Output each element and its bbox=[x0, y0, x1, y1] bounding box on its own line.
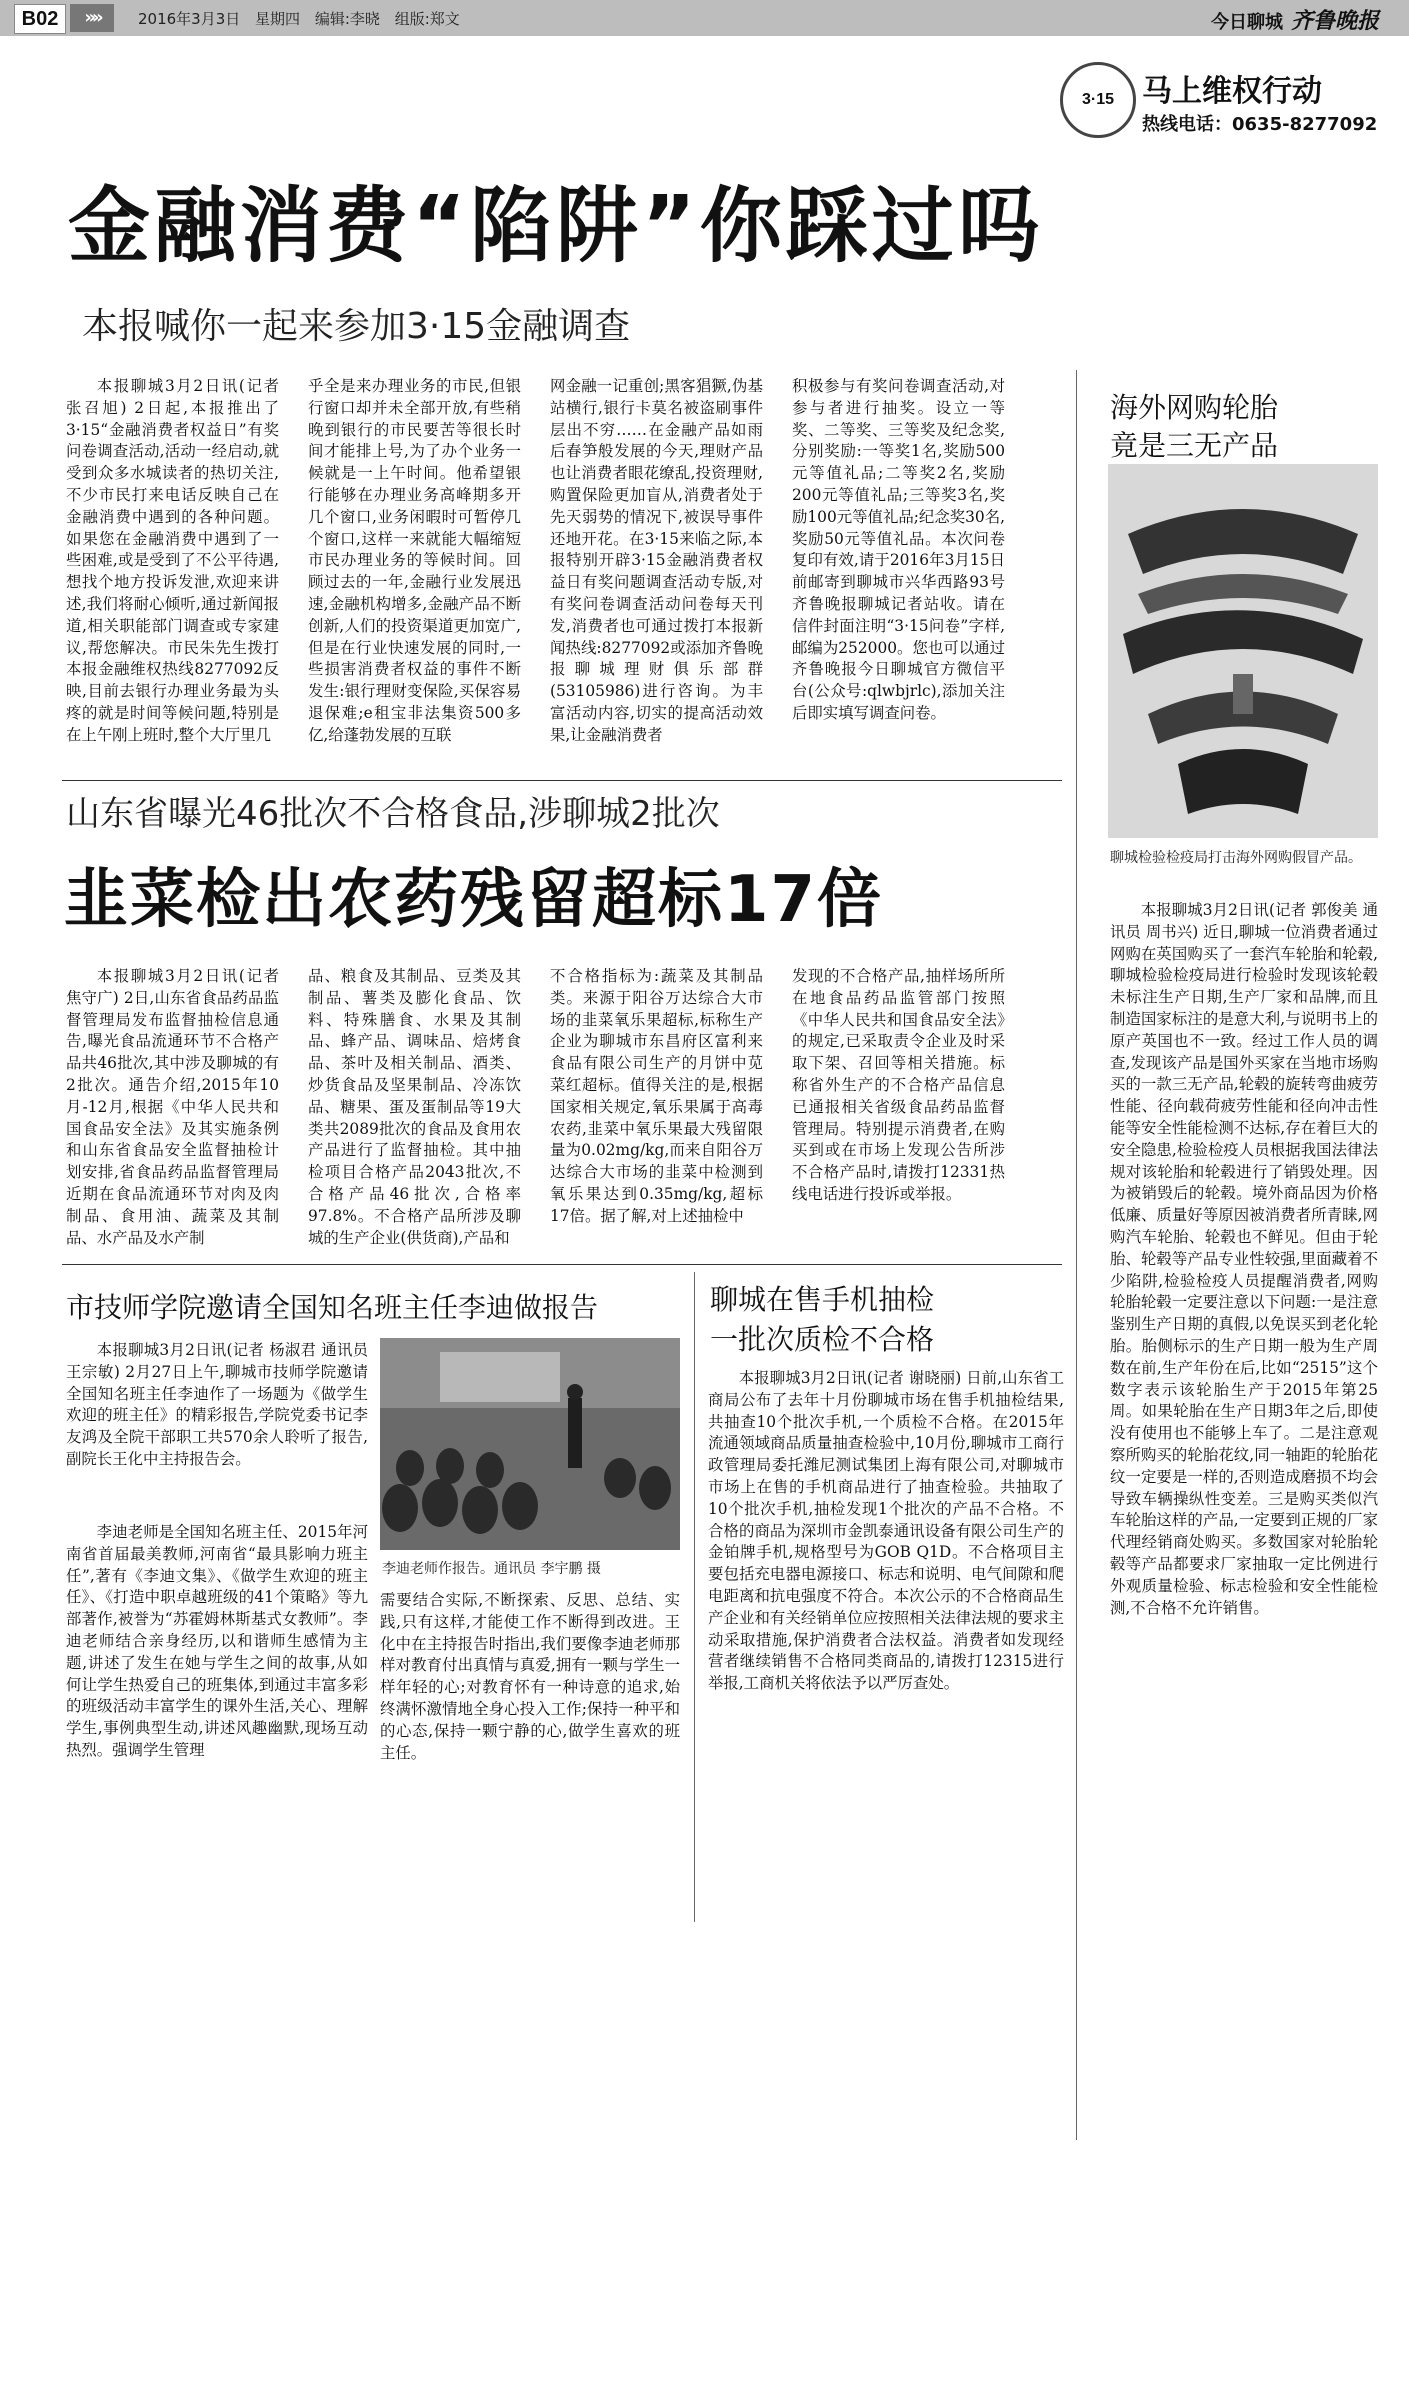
teacher-col-1: 李迪老师是全国知名班主任、2015年河南省首届最美教师,河南省“最具影响力班主任”,著有《李迪文集》、《做学生欢迎的班主任》、《打造中职卓越班级的41个策略》等九部著作,被誉为“苏霍姆林斯基式女教师”。李迪老师结合亲身经历,以和谐师生感情为主题,讲述了发生在她与学生之间的故事,从如何让学生热爱自己的班集体,到通过丰富多彩的班级活动丰富学生的课外生活,关心、理解学生,事例典型生动,讲述风趣幽默,现场互动热烈。强调学生管理 bbox=[66, 1523, 368, 1759]
food-col-2: 品、粮食及其制品、豆类及其制品、薯类及膨化食品、饮料、特殊膳食、水果及其制品、蜂产品、调味品、焙烤食品、茶叶及相关制品、酒类、炒货食品及坚果制品、冷冻饮品、糖果、蛋及蛋制品等19大类共2089批次的食品及食用农产品进行了监督抽检。其中抽检项目合格产品2043批次,不合格产品46批次,合格率97.8%。不合格产品所涉及聊城的生产企业(供货商),产品和 bbox=[308, 967, 521, 1247]
food-col-4: 发现的不合格产品,抽样场所所在地食品药品监管部门按照《中华人民共和国食品安全法》的规定,已采取责令企业及时采取下架、召回等相关措施。标称省外生产的不合格产品信息已通报相关省级食品药品监督管理局。特别提示消费者,在购买到或在市场上发现公告所涉不合格产品时,请拨打12331热线电话进行投诉或举报。 bbox=[792, 967, 1005, 1203]
brand-logo: 齐鲁晚报 bbox=[1290, 8, 1379, 34]
lead-col-3: 网金融一记重创;黑客猖獗,伪基站横行,银行卡莫名被盗刷事件层出不穷……在金融产品如雨后春笋般发展的今天,理财产品也让消费者眼花缭乱,投资理财,购置保险更加盲从,消费者处于先天弱势的情况下,被误导事件还地开花。在3·15来临之际,本报特别开辟3·15金融消费者权益日有奖问题调查活动专版,对有奖问卷调查活动问卷每天刊发,消费者也可通过拨打本报新闻热线:8277092或添加齐鲁晚报聊城理财俱乐部群(53105986)进行咨询。为丰富活动内容,切实的提高活动效果,让金融消费者 bbox=[550, 377, 763, 744]
phone-headline-2: 一批次质检不合格 bbox=[710, 1323, 935, 1356]
sidebar-headline-1: 海外网购轮胎 bbox=[1110, 391, 1279, 424]
phone-headline-1: 聊城在售手机抽检 bbox=[710, 1283, 935, 1316]
page-number: B02 bbox=[14, 4, 66, 34]
tire-photo-caption: 聊城检验检疫局打击海外网购假冒产品。 bbox=[1110, 850, 1362, 866]
rights-title: 马上维权行动 bbox=[1142, 74, 1322, 109]
sidebar-headline-2: 竟是三无产品 bbox=[1110, 429, 1279, 462]
food-subheadline: 山东省曝光46批次不合格食品,涉聊城2批次 bbox=[66, 794, 720, 834]
teacher-intro: 本报聊城3月2日讯(记者 杨淑君 通讯员 王宗敏) 2月27日上午,聊城市技师学院邀请全国知名班主任李迪作了一场题为《做学生欢迎的班主任》的精彩报告,学院党委书记李友鸿及全院干部职工共570余人聆听了报告,副院长王化中主持报告会。 bbox=[66, 1341, 368, 1468]
teacher-col-2: 需要结合实际,不断探索、反思、总结、实践,只有这样,才能使工作不断得到改进。王化中在主持报告时指出,我们要像李迪老师那样对教育付出真情与真爱,拥有一颗与学生一样年轻的心;对教育怀有一种诗意的追求,始终满怀激情地全身心投入工作;保持一种平和的心态,保持一颗宁静的心,做学生喜欢的班主任。 bbox=[380, 1591, 680, 1762]
consumer-rights-logo: 3·15 bbox=[1060, 62, 1136, 138]
rights-phone: 热线电话：0635-8277092 bbox=[1142, 114, 1378, 135]
teacher-photo bbox=[380, 1338, 680, 1550]
food-col-1: 本报聊城3月2日讯(记者 焦守广) 2日,山东省食品药品监督管理局发布监督抽检信息通告,曝光食品流通环节不合格产品共46批次,其中涉及聊城的有2批次。通告介绍,2015年10月-12月,根据《中华人民共和国食品安全法》及其实施条例和山东省食品安全监督抽检计划安排,省食品药品监督管理局近期在食品流通环节对肉及肉制品、食用油、蔬菜及其制品、水产品及水产制 bbox=[66, 967, 279, 1247]
food-headline: 韭菜检出农药残留超标17倍 bbox=[64, 863, 884, 937]
header-editor: 编辑:李晓 bbox=[314, 10, 380, 28]
teacher-photo-caption: 李迪老师作报告。通讯员 李宇鹏 摄 bbox=[382, 1561, 601, 1577]
divider bbox=[62, 780, 1062, 781]
divider bbox=[62, 1264, 1062, 1265]
header-weekday: 星期四 bbox=[255, 10, 301, 28]
lead-col-1: 本报聊城3月2日讯(记者 张召旭) 2日起,本报推出了3·15“金融消费者权益日”有奖问卷调查活动,活动一经启动,就受到众多水城读者的热切关注,不少市民打来电话反映自己在金融消费中遇到的各种问题。如果您在金融消费中遇到了一些困难,或是受到了不公平待遇,想找个地方投诉发泄,欢迎来讲述,我们将耐心倾听,通过新闻报道,相关职能部门调查或专家建议,帮您解决。市民朱先生拨打本报金融维权热线8277092反映,目前去银行办理业务最为头疼的就是时间等候问题,特别是在上午刚上班时,整个大厅里几 bbox=[66, 377, 279, 744]
lead-headline: 金融消费“陷阱”你踩过吗 bbox=[68, 179, 1044, 274]
sidebar-body: 本报聊城3月2日讯(记者 郭俊美 通讯员 周书兴) 近日,聊城一位消费者通过网购在英国购买了一套汽车轮胎和轮毂,聊城检验检疫局进行检验时发现该轮毂未标注生产日期,生产厂家和品牌,而且制造国家标注的是意大利,与说明书上的原产英国也不一致。经过工作人员的调查,发现该产品是国外买家在当地市场购买的一款三无产品,轮毂的旋转弯曲疲劳性能、径向载荷疲劳性能和径向冲击性能等安全性能检测不达标,存在着巨大的安全隐患,检验检疫人员根据我国法律法规对该轮胎和轮毂进行了销毁处理。因为被销毁后的轮毂。境外商品因为价格低廉、质量好等原因被消费者所青睐,网购汽车轮胎、轮毂也不鲜见。但由于轮胎、轮毂等产品专业性较强,里面藏着不少陷阱,检验检疫人员提醒消费者,网购轮胎轮毂一定要注意以下问题:一是注意鉴别生产日期的真假,以免误买到老化轮胎。胎侧标示的生产日期一般为生产周数在前,生产年份在后,比如“2515”这个数字表示该轮胎生产于2015年第25周。如果轮胎在生产日期3年之后,即使没有使用也不能够上车了。二是注意观察所购买的轮胎花纹,同一轴距的轮胎花纹一定要是一样的,否则造成磨损不均会导致车辆操纵性变差。三是购买类似汽车轮胎这样的产品,一定要到正规的厂家代理经销商处购买。多数国家对轮胎轮毂等产品都要求厂家抽取一定比例进行外观质量检验、标志检验和安全性能检测,不合格不允许销售。 bbox=[1110, 901, 1378, 1617]
section-name: 今日聊城 bbox=[1210, 12, 1283, 33]
lead-col-4: 积极参与有奖问卷调查活动,对参与者进行抽奖。设立一等奖、二等奖、三等奖及纪念奖,分别奖励:一等奖1名,奖励500元等值礼品;二等奖2名,奖励200元等值礼品;三等奖3名,奖励100元等值礼品;纪念奖30名,奖励50元等值礼品。本次问卷复印有效,请于2016年3月15日前邮寄到聊城市兴华西路93号齐鲁晚报聊城记者站收。请在信件封面注明“3·15问卷”字样,邮编为252000。您也可以通过齐鲁晚报今日聊城官方微信平台(公众号:qlwbjrlc),添加关注后即实填写调查问卷。 bbox=[792, 377, 1005, 722]
double-chevron-icon: »» bbox=[70, 4, 114, 32]
lead-col-2: 乎全是来办理业务的市民,但银行窗口却并未全部开放,有些稍晚到银行的市民要苦等很长时间才能排上号,为了办个业务一候就是一上午时间。他希望银行能够在办理业务高峰期多开几个窗口,业务闲暇时可暂停几个窗口,这样一来就能大幅缩短市民办理业务的等候时间。回顾过去的一年,金融行业发展迅速,金融机构增多,金融产品不断创新,人们的投资渠道更加宽广,但是在行业快速发展的同时,一些损害消费者权益的事件不断发生:银行理财变保险,买保容易退保难;e租宝非法集资500多亿,给蓬勃发展的互联 bbox=[308, 377, 521, 744]
header-layout: 组版:郑文 bbox=[394, 10, 460, 28]
column-divider bbox=[694, 1272, 695, 1922]
phone-body: 本报聊城3月2日讯(记者 谢晓丽) 日前,山东省工商局公布了去年十月份聊城市场在售手机抽检结果,共抽查10个批次手机,一个质检不合格。在2015年流通领域商品质量抽查检验中,10月份,聊城市工商行政管理局委托潍尼测试集团上海有限公司,对聊城市市场上在售的手机商品进行了抽查检验。共抽取了10个批次手机,抽检发现1个批次的产品不合格。不合格的商品为深圳市金凯泰通讯设备有限公司生产的金铂牌手机,规格型号为GOB Q1D。不合格项目主要包括充电器电源接口、标志和说明、电气间隙和爬电距离和抗电强度不符合。本次公示的不合格商品生产企业和有关经销单位应按照相关法律法规的要求主动采取措施,保护消费者合法权益。消费者如发现经营者继续销售不合格同类商品的,请拨打12315进行举报,工商机关将依法予以严厉查处。 bbox=[708, 1369, 1064, 1693]
tire-photo bbox=[1108, 464, 1378, 838]
header-right bbox=[1211, 4, 1379, 35]
sidebar-divider bbox=[1076, 370, 1077, 2140]
lead-subheadline: 本报喊你一起来参加3·15金融调查 bbox=[82, 306, 631, 347]
header-date: 2016年3月3日 bbox=[138, 10, 241, 28]
food-col-3: 不合格指标为:蔬菜及其制品类。来源于阳谷万达综合大市场的韭菜氧乐果超标,标称生产企业为聊城市东昌府区富利来食品有限公司生产的月饼中苋菜红超标。值得关注的是,根据国家相关规定,氧乐果属于高毒农药,韭菜中氧乐果最大残留限量为0.02mg/kg,而来自阳谷万达综合大市场的韭菜中检测到氧乐果达到0.35mg/kg,超标17倍。据了解,对上述抽检中 bbox=[550, 967, 763, 1225]
teacher-headline: 市技师学院邀请全国知名班主任李迪做报告 bbox=[66, 1291, 599, 1324]
header-meta bbox=[138, 8, 460, 29]
